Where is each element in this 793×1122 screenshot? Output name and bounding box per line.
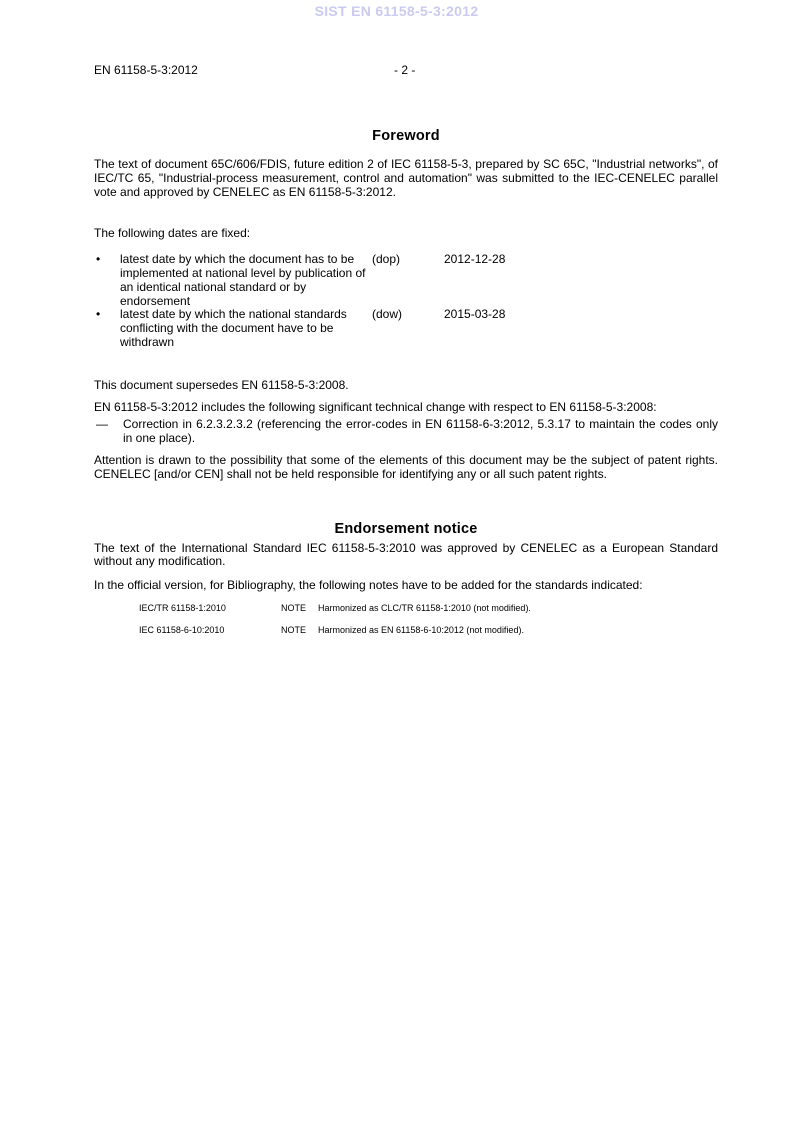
endorsement-text: The text of the International Standard IEC 61158-5-3:2010 was approved by CENELEC as a European Standard without any modification. <box>94 540 718 569</box>
note-row <box>94 625 718 636</box>
supersedes-text: This document supersedes EN 61158-5-3:2008. <box>94 377 349 392</box>
date-value: 2012-12-28 <box>444 252 506 267</box>
bibliography-notes <box>94 603 718 636</box>
note-label: NOTE <box>281 602 307 613</box>
date-value: 2015-03-28 <box>444 307 506 322</box>
dash-icon: — <box>96 417 108 432</box>
bullet-icon: • <box>96 307 101 322</box>
date-description: latest date by which the national standards conflicting with the document have to be withdrawn <box>120 307 347 349</box>
foreword-intro: The text of document 65C/606/FDIS, future edition 2 of IEC 61158-5-3, prepared by SC 65C, "Industrial networks", of IEC/TC 65, "Industrial-process measurement, control and automation" was submitted to the IEC-CENELEC parallel vote and approved by CENELEC as EN 61158-5-3:2012. <box>94 157 718 199</box>
endorsement-title: Endorsement notice <box>334 520 478 537</box>
note-text: Harmonized as CLC/TR 61158-1:2010 (not modified). <box>318 602 531 613</box>
dates-intro: The following dates are fixed: <box>94 226 251 241</box>
note-text: Harmonized as EN 61158-6-10:2012 (not modified). <box>318 624 524 635</box>
note-standard: IEC 61158-6-10:2010 <box>139 624 225 635</box>
bullet-icon: • <box>96 252 101 267</box>
document-id: EN 61158-5-3:2012 <box>94 63 198 77</box>
note-row <box>94 603 718 614</box>
change-item <box>94 418 718 446</box>
page-content <box>94 128 718 647</box>
date-row-dow <box>94 308 534 349</box>
date-code: (dow) <box>372 307 403 322</box>
date-description: latest date by which the document has to be implemented at national level by publication of an identical national standard or by endorsement <box>120 252 366 308</box>
date-row-dop <box>94 253 534 308</box>
foreword-title: Foreword <box>372 128 440 144</box>
patent-text: Attention is drawn to the possibility that some of the elements of this document may be the subject of patent rights. CENELEC [and/or CEN] shall not be held responsible for identifying any or all such patent rights. <box>94 452 718 481</box>
bibliography-intro: In the official version, for Bibliography, the following notes have to be added for the standards indicated: <box>94 578 643 593</box>
changes-intro: EN 61158-5-3:2012 includes the following significant technical change with respect to EN 61158-5-3:2008: <box>94 399 657 414</box>
note-label: NOTE <box>281 624 307 635</box>
watermark: SIST EN 61158-5-3:2012 <box>314 3 479 19</box>
note-standard: IEC/TR 61158-1:2010 <box>139 602 226 613</box>
dates-table <box>94 253 534 350</box>
date-code: (dop) <box>372 252 401 267</box>
change-text: Correction in 6.2.3.2.3.2 (referencing the error-codes in EN 61158-6-3:2012, 5.3.17 to maintain the codes only in one place). <box>123 417 718 446</box>
page-number: - 2 - <box>394 63 416 77</box>
